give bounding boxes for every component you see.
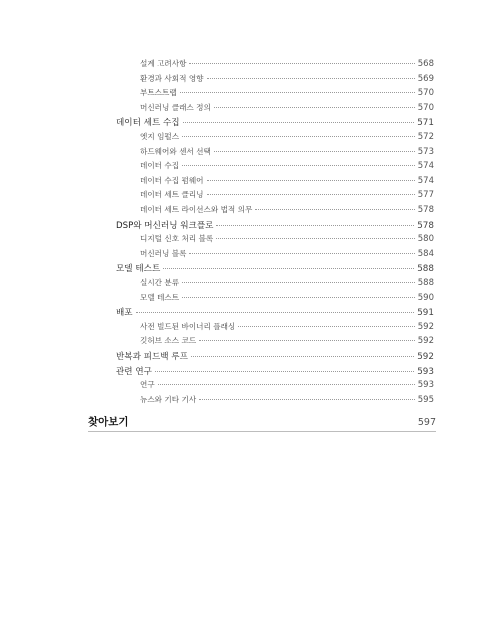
toc-section-entry	[116, 350, 434, 362]
toc-section-entry	[116, 306, 434, 318]
toc-subsection-entry	[140, 204, 434, 215]
toc-subsection-entry	[140, 146, 434, 157]
toc-subsection-entry	[140, 321, 434, 332]
toc-section-entry	[116, 262, 434, 274]
toc-subsection-entry	[140, 292, 434, 303]
toc-entry-label: 데이터 수집 펌웨어	[140, 175, 204, 185]
dot-leader	[207, 194, 415, 195]
toc-page-number: 588	[417, 278, 434, 288]
toc-subsection-entry	[140, 394, 434, 405]
toc-entry-label: 환경과 사회적 영향	[140, 73, 204, 83]
toc-page-number: 592	[417, 336, 434, 347]
dot-leader	[189, 253, 414, 254]
toc-page-number: 591	[417, 308, 434, 319]
toc-page-number: 590	[417, 292, 434, 303]
toc-page-number: 592	[417, 352, 434, 362]
toc-entry-label: 데이터 수집	[140, 161, 180, 171]
toc-entry-label: 데이터 세트 수집	[116, 118, 180, 129]
toc-subsection-entry	[140, 87, 434, 98]
toc-entry-label: 연구	[140, 380, 155, 390]
toc-page-number: 588	[417, 264, 434, 275]
dot-leader	[207, 78, 415, 79]
toc-page-number: 569	[417, 73, 434, 84]
toc-subsection-entry	[140, 131, 434, 142]
dot-leader	[182, 136, 415, 137]
toc-page-number: 568	[417, 59, 434, 69]
dot-leader	[155, 371, 414, 372]
dot-leader	[182, 282, 415, 283]
toc-section-entry	[116, 116, 434, 128]
dot-leader	[214, 107, 415, 108]
toc-entry-label: 데이터 세트 라이선스와 법적 의무	[140, 205, 253, 214]
toc-entry-label: 실시간 분류	[140, 278, 180, 287]
toc-page-number: 572	[417, 132, 434, 142]
toc-subsection-entry	[140, 379, 434, 390]
toc-entry-label: 사전 빌드된 바이너리 플래싱	[140, 321, 236, 331]
toc-subsection-entry	[140, 335, 434, 346]
toc-page-number: 574	[417, 161, 434, 172]
dot-leader	[163, 268, 414, 269]
toc-subsection-entry	[140, 248, 434, 259]
dot-leader	[216, 238, 415, 239]
toc-page-number: 593	[417, 366, 434, 377]
toc-section-entry	[116, 365, 434, 377]
toc-page-number: 584	[417, 248, 434, 259]
toc-subsection-entry	[140, 160, 434, 171]
toc-page-number: 592	[417, 321, 434, 332]
toc-page-number: 578	[417, 220, 434, 231]
dot-leader	[214, 151, 415, 152]
toc-entry-label: 데이터 세트 클리닝	[140, 190, 204, 200]
toc-entry-label: 관련 연구	[116, 366, 152, 377]
toc-page-number: 571	[417, 118, 434, 129]
toc-subsection-entry	[140, 189, 434, 200]
toc-entry-label: 부트스트랩	[140, 88, 177, 98]
toc-subsection-entry	[140, 233, 434, 244]
toc-page-number: 580	[417, 234, 434, 245]
toc-entry-label: 깃허브 소스 코드	[140, 336, 197, 346]
toc-entry-label: 엣지 임펄스	[140, 132, 180, 141]
toc-subsection-entry	[140, 58, 434, 69]
dot-leader	[255, 209, 414, 210]
chapter-page-number: 597	[417, 417, 436, 428]
toc-subsection-entry	[140, 277, 434, 288]
chapter-divider	[88, 431, 436, 432]
dot-leader	[189, 63, 414, 64]
toc-entry-label: 반복과 피드백 루프	[116, 352, 188, 362]
toc-page-number: 577	[417, 190, 434, 201]
toc-page-number: 593	[417, 380, 434, 391]
dot-leader	[183, 122, 415, 123]
dot-leader	[191, 356, 414, 357]
toc-entry-label: 하드웨어와 센서 선택	[140, 146, 211, 156]
toc-page-number: 573	[417, 146, 434, 157]
toc-entry-label: 머신러닝 블록	[140, 248, 187, 258]
dot-leader	[199, 340, 415, 341]
dot-leader	[182, 165, 415, 166]
toc-subsection-entry	[140, 102, 434, 113]
dot-leader	[238, 326, 414, 327]
toc-subsection-entry	[140, 175, 434, 186]
toc-page-number: 570	[417, 88, 434, 99]
toc-subsection-entry	[140, 73, 434, 84]
toc-entry-label: 뉴스와 기타 기사	[140, 394, 197, 404]
chapter-title: 찾아보기	[88, 416, 129, 428]
dot-leader	[182, 297, 415, 298]
toc-page-number: 595	[417, 394, 434, 405]
toc-section-entry	[116, 219, 434, 231]
toc-page-number: 574	[417, 175, 434, 186]
toc-page-number: 570	[417, 102, 434, 113]
toc-entry-label: 배포	[116, 308, 133, 319]
chapter-entry-index	[88, 414, 436, 429]
toc-page-number: 578	[417, 205, 434, 215]
dot-leader	[136, 312, 415, 313]
toc-entry-label: 머신러닝 클래스 정의	[140, 102, 211, 112]
toc-entry-label: DSP와 머신러닝 워크플로	[116, 220, 214, 231]
dot-leader	[207, 180, 415, 181]
toc-entry-label: 디지털 신호 처리 블록	[140, 234, 214, 244]
toc-entry-label: 모델 테스트	[116, 264, 161, 275]
dot-leader	[199, 399, 415, 400]
dot-leader	[216, 225, 414, 226]
dot-leader	[180, 92, 415, 93]
dot-leader	[158, 384, 415, 385]
toc-entry-label: 모델 테스트	[140, 292, 180, 302]
toc-entry-label: 설계 고려사항	[140, 59, 187, 68]
